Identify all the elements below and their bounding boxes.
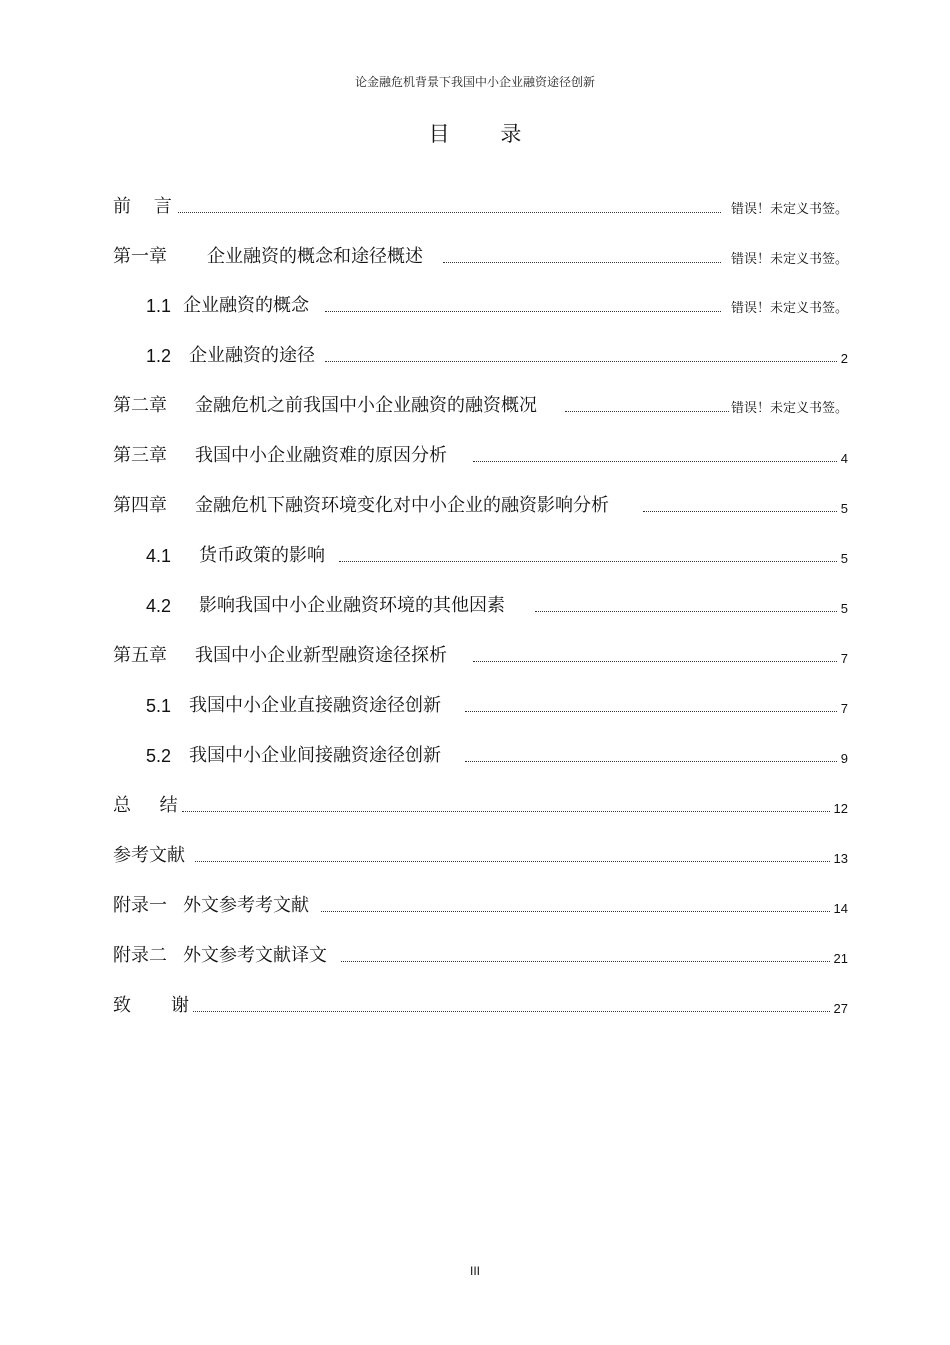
dot-leader — [182, 811, 830, 812]
dot-leader — [178, 212, 721, 213]
dot-leader — [535, 611, 837, 612]
toc-entry-page: 7 — [840, 701, 848, 716]
dot-leader — [443, 262, 721, 263]
toc-entry-number: 附录一 — [113, 895, 167, 916]
toc-entry-title: 外文参考文献译文 — [183, 945, 327, 966]
toc-entry-summary[interactable] — [113, 791, 848, 817]
toc-entry-title: 外文参考考文献 — [183, 895, 309, 916]
dot-leader — [473, 661, 837, 662]
toc-entry-number: 4.2 — [146, 596, 172, 616]
toc-entry-section-5-1[interactable] — [146, 691, 848, 717]
toc-entry-page: 13 — [833, 851, 848, 866]
toc-entry-references[interactable] — [113, 841, 848, 867]
toc-entry-title: 总 结 — [113, 795, 178, 816]
dot-leader — [473, 461, 837, 462]
toc-entry-title: 企业融资的概念 — [183, 295, 310, 316]
toc-entry-chapter-3[interactable] — [113, 441, 848, 467]
toc-entry-title: 前 言 — [113, 196, 172, 217]
running-header: 论金融危机背景下我国中小企业融资途径创新 — [354, 75, 595, 89]
toc-entry-acknowledgements[interactable] — [113, 991, 848, 1017]
toc-entry-page: 27 — [833, 1001, 848, 1016]
toc-entry-title: 致 谢 — [113, 995, 190, 1016]
toc-entry-section-1-1[interactable] — [146, 291, 848, 317]
toc-entry-page: 错误！未定义书签。 — [730, 401, 848, 416]
toc-entry-number: 第五章 — [113, 645, 167, 666]
toc-entry-title: 我国中小企业融资难的原因分析 — [195, 445, 447, 466]
dot-leader — [339, 561, 837, 562]
toc-entry-number: 第四章 — [113, 495, 167, 516]
toc-entry-page: 9 — [840, 751, 848, 766]
toc-entry-number: 附录二 — [113, 945, 167, 966]
toc-entry-title: 我国中小企业直接融资途径创新 — [189, 695, 442, 716]
dot-leader — [193, 1011, 829, 1012]
toc-entry-appendix-2[interactable] — [113, 941, 848, 967]
dot-leader — [341, 961, 830, 962]
toc-entry-title: 我国中小企业新型融资途径探析 — [195, 645, 447, 666]
toc-entry-page: 5 — [840, 501, 848, 516]
toc-entry-title: 金融危机之前我国中小企业融资的融资概况 — [195, 395, 537, 416]
toc-entry-page: 12 — [833, 801, 848, 816]
toc-entry-number: 第二章 — [113, 395, 167, 416]
dot-leader — [465, 711, 837, 712]
dot-leader — [565, 411, 729, 412]
dot-leader — [195, 861, 830, 862]
toc-entry-section-4-2[interactable] — [146, 591, 848, 617]
toc-entry-page: 4 — [840, 451, 848, 466]
toc-entry-page: 错误！未定义书签。 — [730, 301, 848, 316]
toc-entry-preface[interactable] — [113, 192, 848, 218]
toc-entry-section-4-1[interactable] — [146, 541, 848, 567]
toc-entry-page: 14 — [833, 901, 848, 916]
toc-entry-title: 参考文献 — [113, 845, 185, 866]
toc-entry-chapter-1[interactable] — [113, 242, 848, 268]
toc-entry-title: 企业融资的途径 — [189, 345, 316, 366]
toc-entry-title: 企业融资的概念和途径概述 — [207, 246, 423, 267]
toc-entry-section-1-2[interactable] — [146, 341, 848, 367]
toc-entry-title: 影响我国中小企业融资环境的其他因素 — [199, 595, 506, 616]
toc-entry-number: 5.2 — [146, 746, 172, 766]
toc-entry-section-5-2[interactable] — [146, 741, 848, 767]
toc-entry-page: 21 — [833, 951, 848, 966]
page-number: III — [469, 1264, 480, 1278]
toc-entry-title: 货币政策的影响 — [199, 545, 326, 566]
toc-entry-number: 第三章 — [113, 445, 167, 466]
toc-entry-page: 7 — [840, 651, 848, 666]
toc-entry-number: 1.1 — [146, 296, 172, 316]
dot-leader — [465, 761, 837, 762]
toc-entry-title: 我国中小企业间接融资途径创新 — [189, 745, 442, 766]
toc-entry-page: 错误！未定义书签。 — [730, 252, 848, 267]
toc-entry-chapter-2[interactable] — [113, 391, 848, 417]
dot-leader — [643, 511, 837, 512]
dot-leader — [325, 361, 837, 362]
toc-entry-page: 5 — [840, 601, 848, 616]
toc-entry-title: 金融危机下融资环境变化对中小企业的融资影响分析 — [195, 495, 609, 516]
toc-entry-page: 错误！未定义书签。 — [730, 202, 848, 217]
toc-title: 目 录 — [428, 122, 544, 146]
toc-entry-number: 第一章 — [113, 246, 167, 267]
toc-entry-number: 4.1 — [146, 546, 172, 566]
toc-entry-number: 1.2 — [146, 346, 172, 366]
dot-leader — [321, 911, 830, 912]
toc-entry-chapter-5[interactable] — [113, 641, 848, 667]
dot-leader — [325, 311, 721, 312]
toc-entry-page: 5 — [840, 551, 848, 566]
toc-entry-chapter-4[interactable] — [113, 491, 848, 517]
toc-entry-appendix-1[interactable] — [113, 891, 848, 917]
toc-entry-page: 2 — [840, 351, 848, 366]
toc-entry-number: 5.1 — [146, 696, 172, 716]
